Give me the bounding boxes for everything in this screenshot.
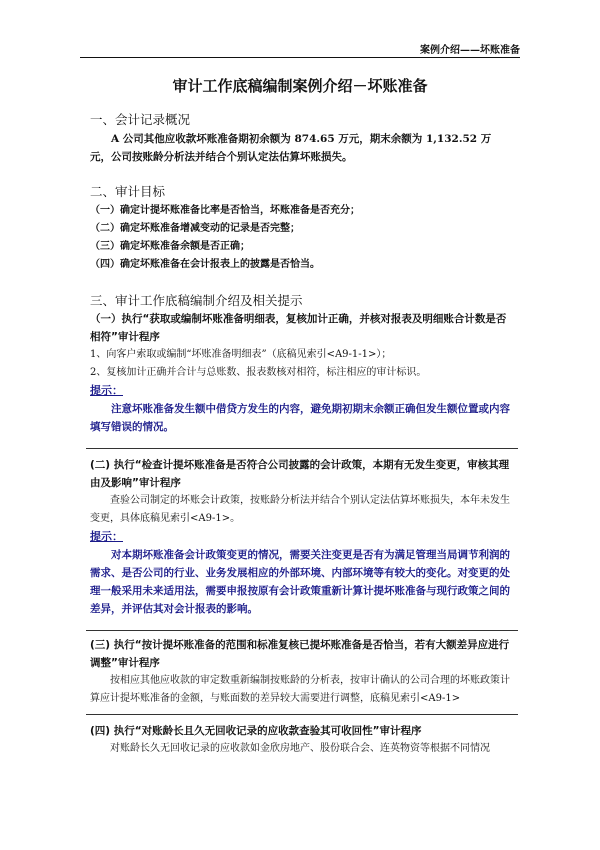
section1-text: A 公司其他应收款坏账准备期初余额为 874.65 万元，期末余额为 1,132.52 万元，公司按账龄分析法并结合个别认定法估算坏账损失。 — [90, 133, 492, 163]
section-divider-1 — [86, 448, 518, 449]
objective-item-1: （一）确定计提坏账准备比率是否恰当，坏账准备是否充分； — [90, 205, 360, 216]
section2-heading: 二、审计目标 — [90, 184, 166, 199]
part2-tip-text: 对本期坏账准备会计政策变更的情况，需要关注变更是否有为满足管理当局调节利润的需求、是否公司的行业、业务发展相应的外部环境、内部环境等有较大的变化。对变更的处理一般采用未来适用法，需要申报按原有会计政策重新计算计提坏账准备与现行政策之间的差异，并评估其对会计报表的影响。 — [90, 549, 510, 615]
section2-list — [90, 202, 510, 274]
objective-item-4: （四）确定坏账准备在会计报表上的披露是否恰当。 — [90, 259, 320, 270]
part1-tip-text: 注意坏账准备发生额中借贷方发生的内容，避免期初期末余额正确但发生额位置或内容填写错误的情况。 — [90, 403, 510, 433]
section-divider-2 — [86, 630, 518, 631]
running-header: 案例介绍——坏账准备 — [420, 45, 520, 56]
objective-item-2: （二）确定坏账准备增减变动的记录是否完整； — [90, 223, 300, 234]
section-divider-3 — [86, 714, 518, 715]
part4-text: 对账龄长久无回收记录的应收款如金欣房地产、股份联合会、连英物资等根据不同情况 — [110, 743, 490, 754]
part2-text: 查验公司制定的坏账会计政策，按账龄分析法并结合个别认定法估算坏账损失，本年未发生变更，具体底稿见索引<A9-1>。 — [90, 495, 510, 524]
part3-title: (三) 执行“按计提坏账准备的范围和标准复核已提坏账准备是否恰当，若有大额差异应进行调整”审计程序 — [90, 639, 510, 669]
part4-title: (四) 执行“对账龄长且久无回收记录的应收款查验其可收回性”审计程序 — [90, 725, 422, 737]
part2-title: (二) 执行“检查计提坏账准备是否符合公司披露的会计政策，本期有无发生变更，审核其理由及影响”审计程序 — [90, 459, 510, 489]
part1-step1: 1、向客户索取或编制“坏账准备明细表”（底稿见索引<A9-1-1>）； — [90, 349, 392, 360]
part1-title: （一）执行“获取或编制坏账准备明细表，复核加计正确，并核对报表及明细账合计数是否相符”审计程序 — [90, 313, 507, 343]
part1-step2: 2、复核加计正确并合计与总账数、报表数核对相符，标注相应的审计标识。 — [90, 367, 427, 378]
part3-text: 按相应其他应收款的审定数重新编制按账龄的分析表，按审计确认的公司合理的坏账政策计算应计提坏账准备的金额，与账面数的差异较大需要进行调整，底稿见索引<A9-1> — [90, 675, 510, 704]
part1-tip-label — [90, 382, 510, 400]
section3-heading: 三、审计工作底稿编制介绍及相关提示 — [90, 293, 303, 308]
tip-label: 提示： — [90, 384, 123, 397]
header-divider — [80, 57, 520, 58]
part2-tip-label — [90, 528, 510, 546]
tip-label: 提示： — [90, 530, 123, 543]
page-title: 审计工作底稿编制案例介绍－坏账准备 — [172, 77, 428, 95]
section1-heading: 一、会计记录概况 — [90, 112, 191, 127]
objective-item-3: （三）确定坏账准备余额是否正确； — [90, 241, 250, 252]
